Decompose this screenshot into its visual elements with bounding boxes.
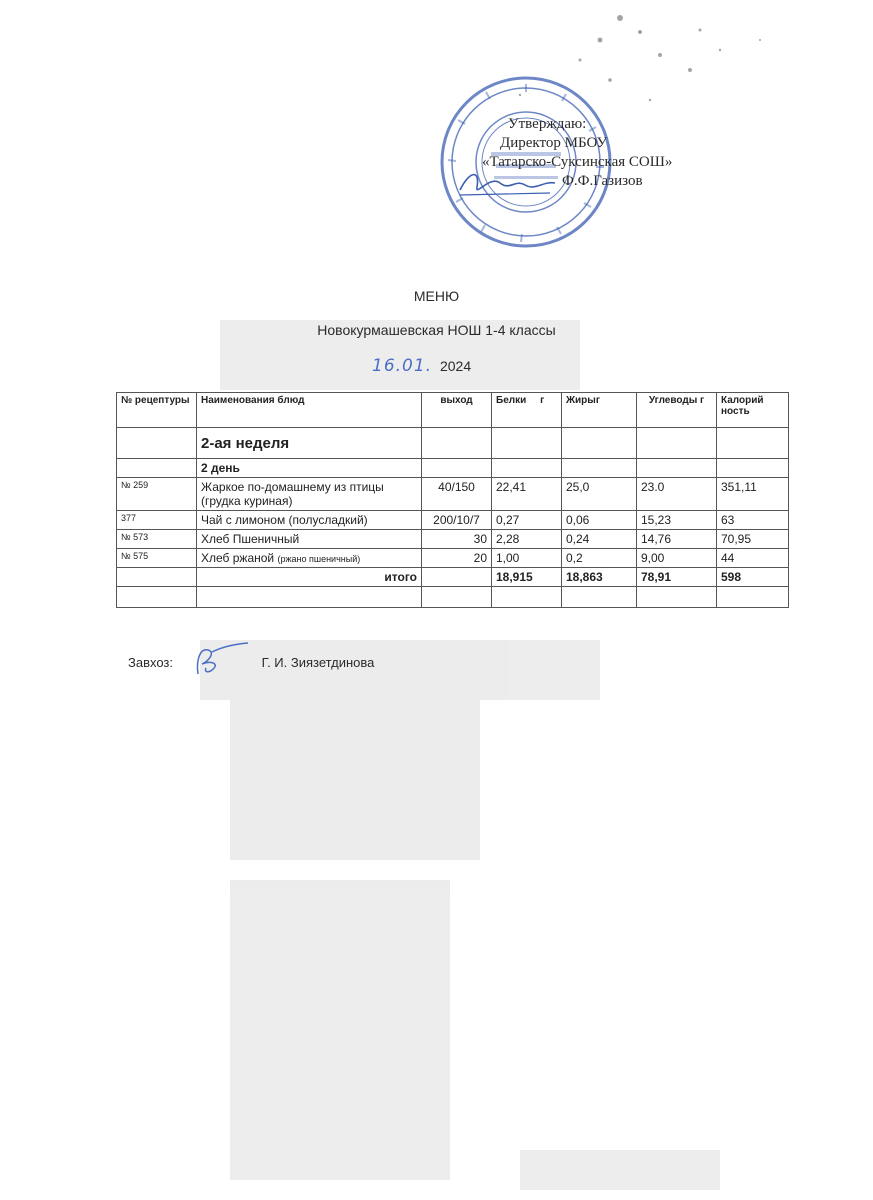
calories-cell: 70,95: [717, 530, 789, 549]
protein-cell: 22,41: [492, 478, 562, 511]
carbs-cell: 23.0: [637, 478, 717, 511]
approval-line-3: «Татарско-Суксинская СОШ»: [482, 154, 673, 170]
table-row: [117, 530, 789, 549]
dish-name-cell: Жаркое по-домашнему из птицы (грудка куриная): [197, 478, 422, 511]
fat-cell: 0,24: [562, 530, 637, 549]
calories-cell: 44: [717, 549, 789, 568]
fat-cell: 0,2: [562, 549, 637, 568]
school-name: Новокурмашевская НОШ 1-4 классы: [317, 322, 556, 338]
handwritten-date: 16.01.: [372, 356, 433, 376]
recipe-cell: № 575: [117, 549, 197, 568]
day-label: 2 день: [197, 459, 422, 478]
output-cell: 200/10/7: [422, 511, 492, 530]
day-row: [117, 459, 789, 478]
menu-title: МЕНЮ: [413, 288, 460, 304]
storekeeper-role: Завхоз:: [128, 655, 173, 670]
calories-cell: 351,11: [717, 478, 789, 511]
header-calories: Калорий ность: [717, 393, 789, 428]
header-name: Наименования блюд: [197, 393, 422, 428]
week-label: 2-ая неделя: [197, 428, 422, 459]
table-row: [117, 549, 789, 568]
table-row: [117, 511, 789, 530]
empty-row: [117, 587, 789, 608]
approval-line-4: Ф.Ф.Газизов: [562, 173, 643, 189]
total-fat: 18,863: [562, 568, 637, 587]
approval-block: [470, 115, 720, 191]
dish-name-cell: [197, 549, 422, 568]
storekeeper-name: Г. И. Зиязетдинова: [261, 655, 375, 670]
header-recipe: № рецептуры: [117, 393, 197, 428]
protein-cell: 0,27: [492, 511, 562, 530]
calories-cell: 63: [717, 511, 789, 530]
protein-cell: 2,28: [492, 530, 562, 549]
output-cell: 40/150: [422, 478, 492, 511]
fat-cell: 25,0: [562, 478, 637, 511]
fat-cell: 0,06: [562, 511, 637, 530]
approval-line-1: Утверждаю:: [508, 116, 587, 132]
header-output: выход: [422, 393, 492, 428]
recipe-cell: № 259: [117, 478, 197, 511]
approval-line-2: Директор МБОУ: [500, 135, 608, 151]
storekeeper-signature-line: [128, 655, 374, 670]
carbs-cell: 9,00: [637, 549, 717, 568]
total-carbs: 78,91: [637, 568, 717, 587]
menu-table: [116, 392, 789, 608]
dish-name: Хлеб ржаной: [201, 551, 275, 565]
header-fat: Жирыг: [562, 393, 637, 428]
output-cell: 30: [422, 530, 492, 549]
recipe-cell: 377: [117, 511, 197, 530]
table-row: [117, 478, 789, 511]
header-carbs: Углеводы г: [637, 393, 717, 428]
output-cell: 20: [422, 549, 492, 568]
dish-name-cell: Чай с лимоном (полусладкий): [197, 511, 422, 530]
dish-name-cell: Хлеб Пшеничный: [197, 530, 422, 549]
table-header-row: [117, 393, 789, 428]
header-protein: Белки г: [492, 393, 562, 428]
protein-cell: 1,00: [492, 549, 562, 568]
carbs-cell: 15,23: [637, 511, 717, 530]
menu-date: [372, 356, 471, 376]
recipe-cell: № 573: [117, 530, 197, 549]
week-row: [117, 428, 789, 459]
dish-name-note: (ржано пшеничный): [277, 554, 361, 564]
total-protein: 18,915: [492, 568, 562, 587]
total-calories: 598: [717, 568, 789, 587]
carbs-cell: 14,76: [637, 530, 717, 549]
total-row: [117, 568, 789, 587]
date-year: 2024: [439, 358, 472, 374]
total-label: итого: [197, 568, 422, 587]
